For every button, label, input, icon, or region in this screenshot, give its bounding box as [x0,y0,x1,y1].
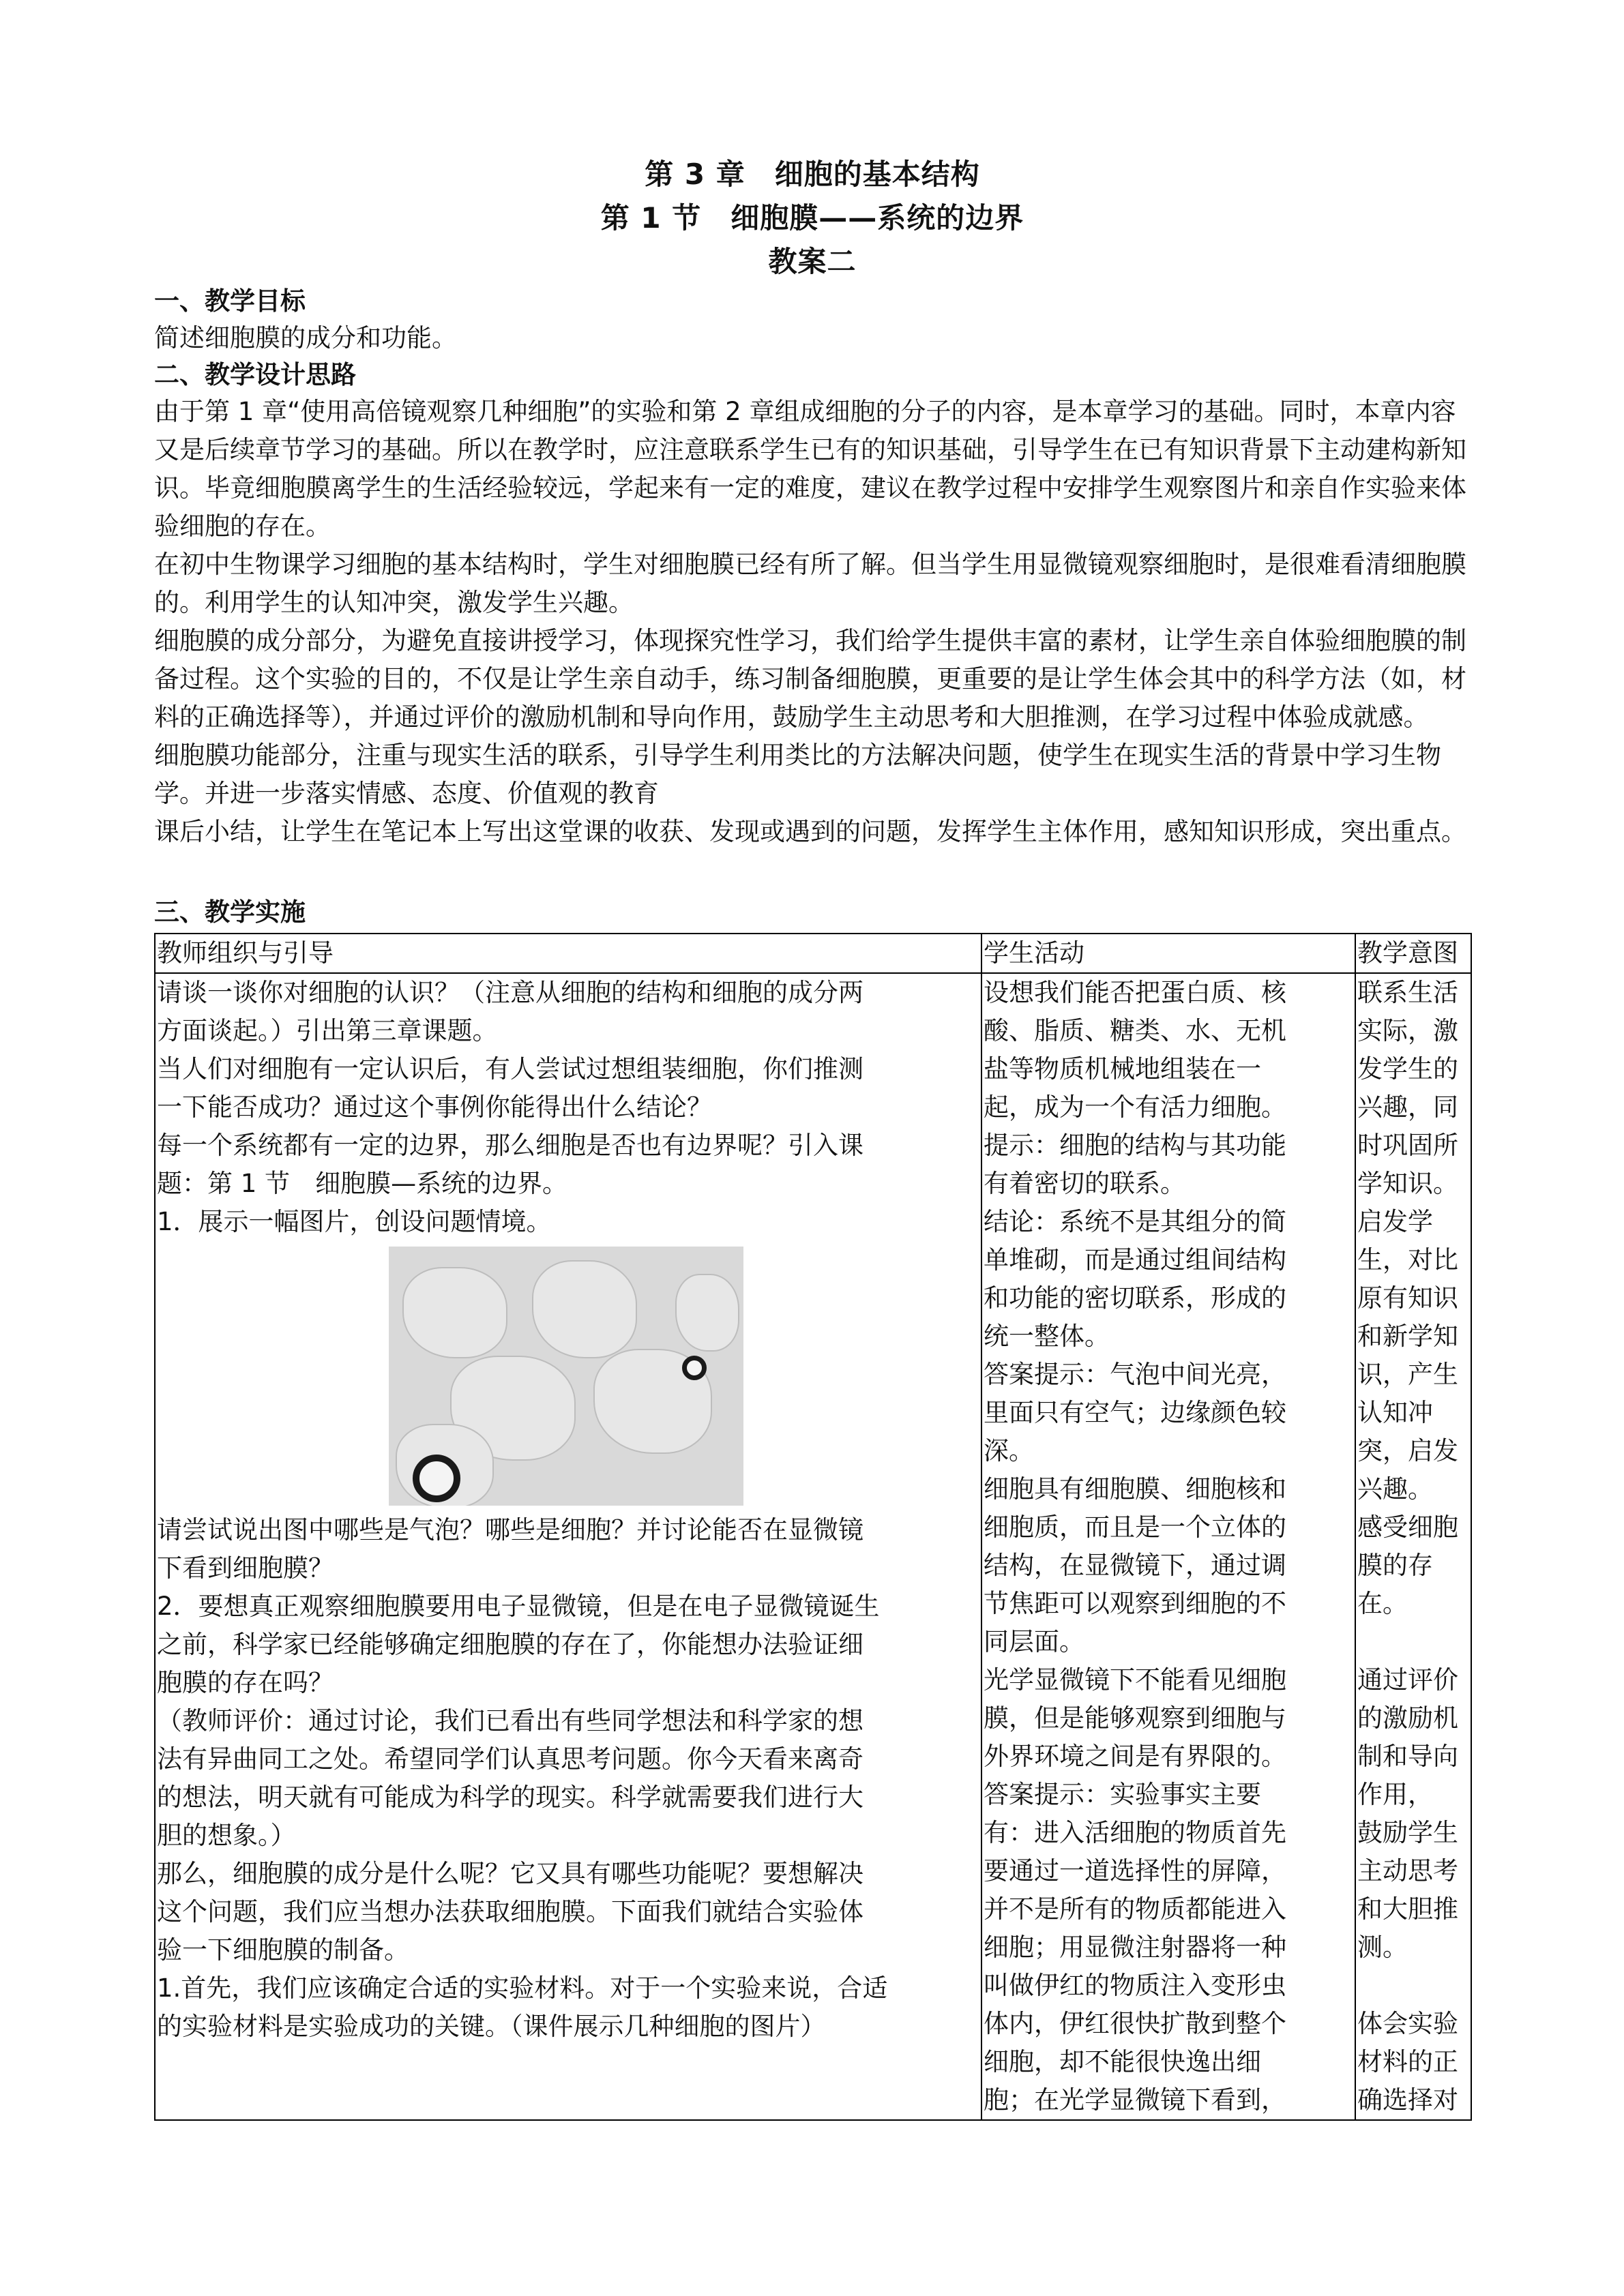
teacher-line: 每一个系统都有一定的边界，那么细胞是否也有边界呢？引入课 [157,1131,863,1160]
student-line: 单堆砌，而是通过组间结构 [984,1245,1286,1274]
student-line: 细胞，却不能很快逸出细 [984,2047,1261,2076]
intent-line: 在。 [1357,1589,1408,1618]
small-air-bubble [682,1356,707,1380]
student-line: 盐等物质机械地组装在一 [984,1054,1261,1084]
student-line: 提示：细胞的结构与其功能 [984,1131,1286,1160]
implementation-table [154,933,1472,2121]
implementation-heading: 三、教学实施 [154,897,306,927]
teacher-line: 请谈一谈你对细胞的认识？（注意从细胞的结构和细胞的成分两 [157,978,863,1007]
student-line: 同层面。 [984,1627,1084,1656]
teacher-line: 验一下细胞膜的制备。 [157,1935,409,1965]
intent-line [1357,1967,1469,2005]
student-line: 酸、脂质、糖类、水、无机 [984,1016,1286,1045]
intent-line: 时巩固所 [1357,1131,1458,1160]
microscope-image [389,1247,743,1506]
intent-line: 认知冲 [1357,1398,1433,1427]
intent-line: 的激励机 [1357,1703,1458,1733]
design-heading: 二、教学设计思路 [154,360,356,389]
intent-line: 兴趣，同 [1357,1092,1458,1122]
table-header-row [155,934,1471,973]
intent-line: 主动思考 [1357,1856,1458,1885]
student-line: 统一整体。 [984,1322,1110,1351]
intent-line: 识，产生 [1357,1360,1458,1389]
intent-line: 测。 [1357,1933,1408,1962]
intent-line: 确选择对 [1357,2085,1458,2115]
intent-line: 发学生的 [1357,1054,1458,1084]
student-line: 光学显微镜下不能看见细胞 [984,1665,1286,1695]
student-activity-cell [981,973,1355,2120]
teacher-line: 胞膜的存在吗？ [157,1668,334,1697]
teacher-line: 2．要想真正观察细胞膜要用电子显微镜，但是在电子显微镜诞生 [157,1592,880,1621]
teacher-line: 下看到细胞膜？ [157,1553,334,1583]
student-line: 结论：系统不是其组分的简 [984,1207,1286,1236]
student-line: 体内，伊红很快扩散到整个 [984,2009,1286,2038]
column-header-intent: 教学意图 [1355,934,1471,973]
teaching-intent-cell [1355,973,1471,2120]
teacher-line: 那么，细胞膜的成分是什么呢？它又具有哪些功能呢？要想解决 [157,1859,863,1888]
intent-line: 兴趣。 [1357,1474,1433,1504]
intent-line: 学知识。 [1357,1169,1458,1198]
teacher-line: （教师评价：通过讨论，我们已看出有些同学想法和科学家的想 [157,1706,863,1735]
student-line: 膜，但是能够观察到细胞与 [984,1703,1286,1733]
student-text-block [984,974,1353,2119]
design-paragraph: 由于第 1 章“使用高倍镜观察几种细胞”的实验和第 2 章组成细胞的分子的内容，是本章学习的基础。同时，本章内容又是后续章节学习的基础。所以在教学时，应注意联系学生已有的知识基础，引导学生在已有知识背景下主动建构新知识。毕竟细胞膜离学生的生活经验较远，学起来有一定的难度，建议在教学过程中安排学生观察图片和亲自作实验来体验细胞的存在。 [154,397,1466,541]
intent-line: 原有知识 [1357,1283,1458,1313]
student-line: 有：进入活细胞的物质首先 [984,1818,1286,1847]
intent-line: 实际，激 [1357,1016,1458,1045]
student-line: 节焦距可以观察到细胞的不 [984,1589,1286,1618]
teacher-line: 之前，科学家已经能够确定细胞膜的存在了，你能想办法验证细 [157,1630,863,1659]
intent-line: 启发学 [1357,1207,1433,1236]
intent-line: 感受细胞 [1357,1512,1458,1542]
column-header-teacher: 教师组织与引导 [155,934,981,973]
teacher-line: 方面谈起。）引出第三章课题。 [157,1016,498,1045]
design-paragraph: 在初中生物课学习细胞的基本结构时，学生对细胞膜已经有所了解。但当学生用显微镜观察细胞时，是很难看清细胞膜的。利用学生的认知冲突，激发学生兴趣。 [154,550,1466,617]
plan-title: 教案二 [768,245,857,278]
intent-text-block [1357,974,1469,2119]
intent-line: 鼓励学生 [1357,1818,1458,1847]
student-line: 细胞；用显微注射器将一种 [984,1933,1286,1962]
lesson-plan-page [154,0,1471,2121]
teacher-text-block [157,1511,979,2046]
teacher-line: 当人们对细胞有一定认识后，有人尝试过想组装细胞，你们推测 [157,1054,863,1084]
student-line: 答案提示：实验事实主要 [984,1780,1261,1809]
student-line: 起，成为一个有活力细胞。 [984,1092,1286,1122]
intent-line: 膜的存 [1357,1551,1433,1580]
design-paragraph: 课后小结，让学生在笔记本上写出这堂课的收获、发现或遇到的问题，发挥学生主体作用，感知知识形成，突出重点。 [154,817,1466,846]
intent-line [1357,1623,1469,1661]
student-line: 并不是所有的物质都能进入 [984,1894,1286,1924]
student-line: 答案提示：气泡中间光亮， [984,1360,1286,1389]
teacher-line: 题：第 1 节 细胞膜—系统的边界。 [157,1169,568,1198]
student-line: 里面只有空气；边缘颜色较 [984,1398,1286,1427]
intent-line: 体会实验 [1357,2009,1458,2038]
teacher-guidance-cell [155,973,981,2120]
teacher-line: 法有异曲同工之处。希望同学们认真思考问题。你今天看来离奇 [157,1744,863,1774]
student-line: 外界环境之间是有界限的。 [984,1742,1286,1771]
student-line: 结构，在显微镜下，通过调 [984,1551,1286,1580]
student-line: 设想我们能否把蛋白质、核 [984,978,1286,1007]
teacher-line: 请尝试说出图中哪些是气泡？哪些是细胞？并讨论能否在显微镜 [157,1515,863,1545]
column-header-student: 学生活动 [981,934,1355,973]
student-line: 叫做伊红的物质注入变形虫 [984,1971,1286,2000]
intent-line: 和大胆推 [1357,1894,1458,1924]
intent-line: 作用， [1357,1780,1433,1809]
teacher-line: 的想法，明天就有可能成为科学的现实。科学就需要我们进行大 [157,1783,863,1812]
teacher-line: 胆的想象。） [157,1821,296,1850]
student-line: 胞；在光学显微镜下看到， [984,2085,1286,2115]
teacher-line: 一下能否成功？通过这个事例你能得出什么结论？ [157,1092,712,1122]
table-row [155,973,1471,2120]
teacher-line: 1．展示一幅图片，创设问题情境。 [157,1207,552,1236]
section-title: 第 1 节 细胞膜——系统的边界 [600,201,1024,235]
intent-line: 突，启发 [1357,1436,1458,1465]
teacher-line: 的实验材料是实验成功的关键。（课件展示几种细胞的图片） [157,2012,826,2041]
intent-line: 制和导向 [1357,1742,1458,1771]
student-line: 有着密切的联系。 [984,1169,1185,1198]
student-line: 细胞具有细胞膜、细胞核和 [984,1474,1286,1504]
goals-text: 简述细胞膜的成分和功能。 [154,323,457,353]
intent-line: 生，对比 [1357,1245,1458,1274]
large-air-bubble [413,1455,460,1502]
intent-line: 材料的正 [1357,2047,1458,2076]
goals-heading: 一、教学目标 [154,286,306,316]
intent-line: 和新学知 [1357,1322,1458,1351]
chapter-title: 第 3 章 细胞的基本结构 [645,158,980,191]
student-line: 要通过一道选择性的屏障， [984,1856,1286,1885]
intent-line: 通过评价 [1357,1665,1458,1695]
design-paragraph: 细胞膜功能部分，注重与现实生活的联系，引导学生利用类比的方法解决问题，使学生在现实生活的背景中学习生物学。并进一步落实情感、态度、价值观的教育 [154,741,1441,808]
design-paragraph: 细胞膜的成分部分，为避免直接讲授学习，体现探究性学习，我们给学生提供丰富的素材，让学生亲自体验细胞膜的制备过程。这个实验的目的，不仅是让学生亲自动手，练习制备细胞膜，更重要的是让学生体会其中的科学方法（如，材料的正确选择等），并通过评价的激励机制和导向作用，鼓励学生主动思考和大胆推测，在学习过程中体验成就感。 [154,626,1466,732]
student-line: 深。 [984,1436,1034,1465]
teacher-line: 1.首先，我们应该确定合适的实验材料。对于一个实验来说，合适 [157,1973,888,2003]
student-line: 和功能的密切联系，形成的 [984,1283,1286,1313]
student-line: 细胞质，而且是一个立体的 [984,1512,1286,1542]
teacher-text-block [157,974,979,1241]
teacher-line: 这个问题，我们应当想办法获取细胞膜。下面我们就结合实验体 [157,1897,863,1926]
intent-line: 联系生活 [1357,978,1458,1007]
